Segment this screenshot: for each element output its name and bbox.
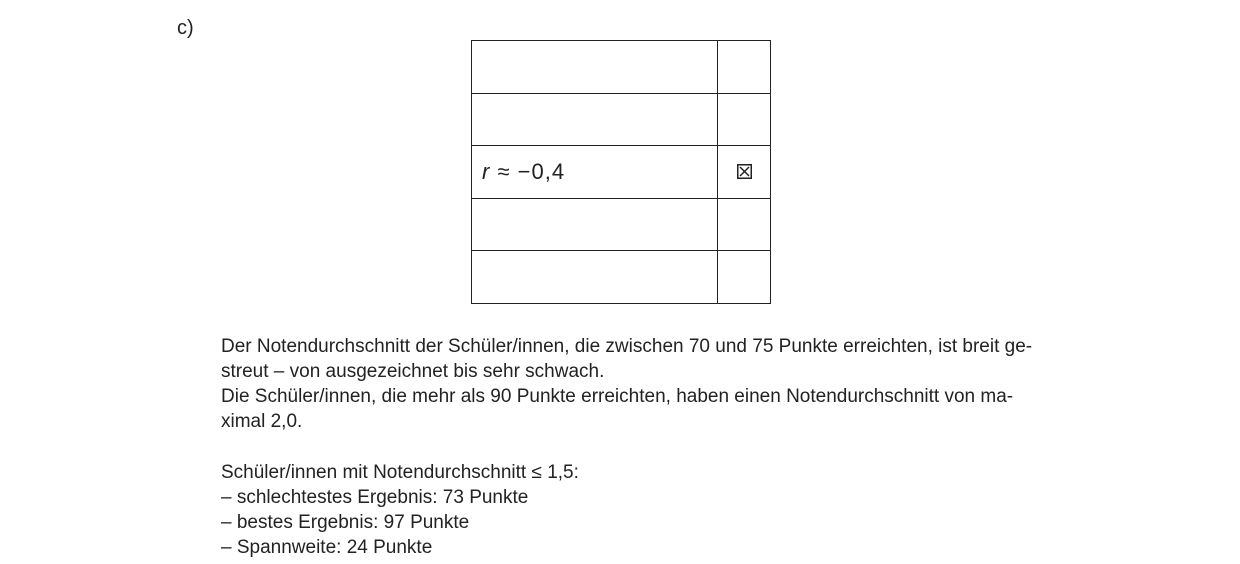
answer-option bbox=[472, 41, 718, 94]
text-line: ximal 2,0. bbox=[221, 411, 303, 432]
answer-checkbox-cell[interactable] bbox=[718, 198, 771, 251]
answer-checkbox-cell[interactable] bbox=[718, 251, 771, 304]
answer-row bbox=[472, 251, 771, 304]
answer-checkbox-cell[interactable] bbox=[718, 41, 771, 94]
answer-row bbox=[472, 146, 771, 199]
answer-option bbox=[472, 93, 718, 146]
text-line: Der Notendurchschnitt der Schüler/innen, die zwischen 70 und 75 Punkte erreichten, ist breit ge- bbox=[221, 336, 1033, 357]
option-value: ≈ −0,4 bbox=[490, 158, 566, 184]
answer-table bbox=[471, 40, 771, 304]
list-item: – Spannweite: 24 Punkte bbox=[221, 537, 433, 558]
text-line: Die Schüler/innen, die mehr als 90 Punkte erreichten, haben einen Notendurchschnitt von ma- bbox=[221, 386, 1014, 407]
text-line: Schüler/innen mit Notendurchschnitt ≤ 1,5: bbox=[221, 462, 579, 483]
answer-row bbox=[472, 41, 771, 94]
solution-paragraph-1 bbox=[221, 334, 1071, 434]
answer-row bbox=[472, 198, 771, 251]
solution-paragraph-2 bbox=[221, 460, 1071, 560]
answer-checkbox-cell[interactable] bbox=[718, 146, 771, 199]
variable-r: r bbox=[482, 158, 491, 184]
answer-row bbox=[472, 93, 771, 146]
list-item: – bestes Ergebnis: 97 Punkte bbox=[221, 512, 470, 533]
text-line: streut – von ausgezeichnet bis sehr schwach. bbox=[221, 361, 605, 382]
checked-box-icon[interactable] bbox=[737, 164, 752, 179]
answer-option bbox=[472, 198, 718, 251]
answer-option bbox=[472, 146, 718, 199]
answer-option bbox=[472, 251, 718, 304]
answer-checkbox-cell[interactable] bbox=[718, 93, 771, 146]
list-item: – schlechtestes Ergebnis: 73 Punkte bbox=[221, 487, 529, 508]
part-label: c) bbox=[177, 17, 194, 39]
